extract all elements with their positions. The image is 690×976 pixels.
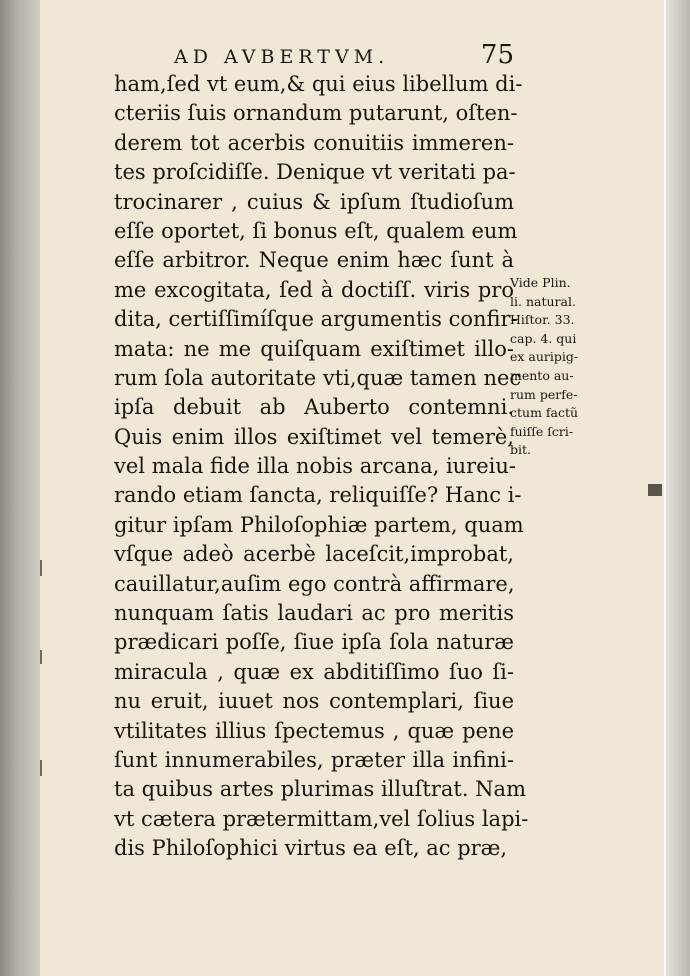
marginal-line: fuiſſe ſcri- — [510, 423, 574, 439]
text-line: Quis enim illos exiſtimet vel temerè, — [114, 424, 514, 449]
text-line: me excogitata, ſed à doctiſſ. viris pro — [114, 277, 514, 302]
text-line: trocinarer , cuius & ipſum ſtudioſum — [114, 189, 514, 214]
text-line: eſſe arbitror. Neque enim hæc ſunt à — [114, 248, 514, 273]
text-line: nu eruit, iuuet nos contemplari, ſiue — [114, 689, 514, 714]
text-line: ipſa debuit ab Auberto contemni. — [114, 395, 514, 420]
body-text — [114, 70, 529, 864]
text-line: gitur ipſam Philoſophiæ partem, quam — [114, 512, 524, 537]
text-line: ham,ſed vt eum,& qui eius libellum di- — [114, 72, 523, 96]
marginal-line: mento au- — [510, 367, 574, 383]
text-line: prædicari poſſe, ſiue ipſa ſola naturæ — [114, 630, 514, 655]
text-line: cteriis ſuis ornandum putarunt, oſten- — [114, 101, 518, 126]
page-header — [174, 40, 514, 70]
binding-mark — [40, 650, 42, 664]
page-tab-mark — [648, 484, 662, 496]
binding-mark — [40, 760, 42, 776]
text-line: vſque adeò acerbè laceſcit,improbat, — [114, 542, 514, 567]
marginal-note — [510, 274, 590, 460]
text-line: mata: ne me quiſquam exiſtimet illo- — [114, 336, 514, 361]
marginal-line: Hiſtor. 33. — [510, 312, 575, 328]
text-line: rando etiam ſancta, reliquiſſe? Hanc i- — [114, 483, 522, 508]
text-line: ta quibus artes plurimas illuſtrat. Nam — [114, 777, 526, 802]
text-line: vel mala fide illa nobis arcana, iureiu- — [114, 454, 516, 479]
text-line: tes proſcidiſſe. Denique vt veritati pa- — [114, 160, 516, 185]
marginal-line: Vide Plin. — [510, 275, 571, 290]
marginal-line: rum perfe- — [510, 386, 578, 402]
text-line: derem tot acerbis conuitiis immeren- — [114, 130, 514, 155]
text-line: miracula , quæ ex abditiſſimo ſuo ſi- — [114, 659, 514, 684]
running-title: AD AVBERTVM. — [174, 46, 390, 68]
page-number: 75 — [480, 40, 514, 70]
text-line: cauillatur,auſim ego contrà affirmare, — [114, 571, 515, 596]
marginal-line: cap. 4. qui — [510, 330, 577, 346]
text-line: dita, certiſſimíſque argumentis confir- — [114, 307, 518, 332]
text-line: dis Philoſophici virtus ea eſt, ac præ, — [114, 836, 508, 861]
text-line: eſſe oportet, ſi bonus eſt, qualem eum — [114, 218, 518, 243]
text-line: vtilitates illius ſpectemus , quæ pene — [114, 718, 514, 743]
marginal-line: ctum factũ — [510, 405, 579, 421]
marginal-line: bit. — [510, 442, 531, 458]
text-line: nunquam ſatis laudari ac pro meritis — [114, 601, 514, 626]
text-line: ſunt innumerabiles, præter illa infini- — [114, 747, 514, 772]
text-line: rum ſola autoritate vti,quæ tamen nec — [114, 365, 522, 390]
marginal-line: li. natural. — [510, 293, 576, 309]
binding-mark — [40, 560, 42, 576]
scan-right-edge — [666, 0, 690, 976]
marginal-line: ex auripig- — [510, 349, 579, 365]
text-line: vt cætera prætermittam,vel ſolius lapi- — [114, 806, 529, 831]
